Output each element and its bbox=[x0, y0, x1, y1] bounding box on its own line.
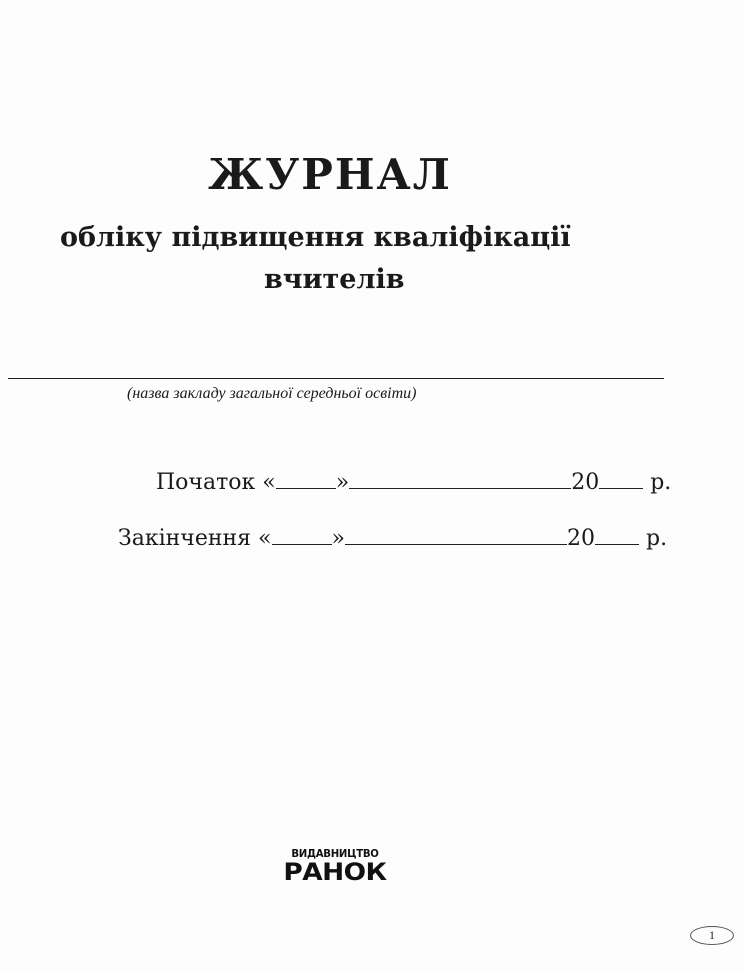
year-suffix: р. bbox=[645, 526, 668, 551]
end-month-blank bbox=[345, 522, 567, 545]
publisher-logo-name: РАНОК bbox=[283, 858, 387, 886]
start-month-blank bbox=[349, 466, 571, 489]
institution-caption: (назва закладу загальної середньої освіти) bbox=[127, 385, 417, 402]
document-title: ЖУРНАЛ bbox=[208, 150, 452, 199]
year-prefix: 20 bbox=[566, 526, 595, 551]
start-day-blank bbox=[276, 466, 336, 489]
institution-name-line bbox=[8, 378, 664, 379]
end-year-blank bbox=[595, 522, 639, 545]
start-year-blank bbox=[599, 466, 643, 489]
close-quote: » bbox=[335, 470, 350, 495]
end-day-blank bbox=[272, 522, 332, 545]
publisher-logo bbox=[283, 847, 387, 886]
open-quote: « bbox=[258, 526, 272, 551]
end-date-label: Закінчення bbox=[118, 526, 252, 551]
year-suffix: р. bbox=[650, 470, 672, 495]
open-quote: « bbox=[262, 470, 276, 495]
year-prefix: 20 bbox=[571, 470, 600, 495]
end-date-row bbox=[118, 522, 667, 551]
publisher-logo-top: ВИДАВНИЦТВО bbox=[291, 847, 379, 860]
start-date-label: Початок bbox=[156, 470, 256, 495]
page-number: 1 bbox=[690, 926, 734, 945]
document-subtitle-line1: обліку підвищення кваліфікації bbox=[60, 222, 571, 253]
document-subtitle-line2: вчителів bbox=[264, 264, 405, 295]
close-quote: » bbox=[331, 526, 345, 551]
start-date-row bbox=[156, 466, 671, 495]
